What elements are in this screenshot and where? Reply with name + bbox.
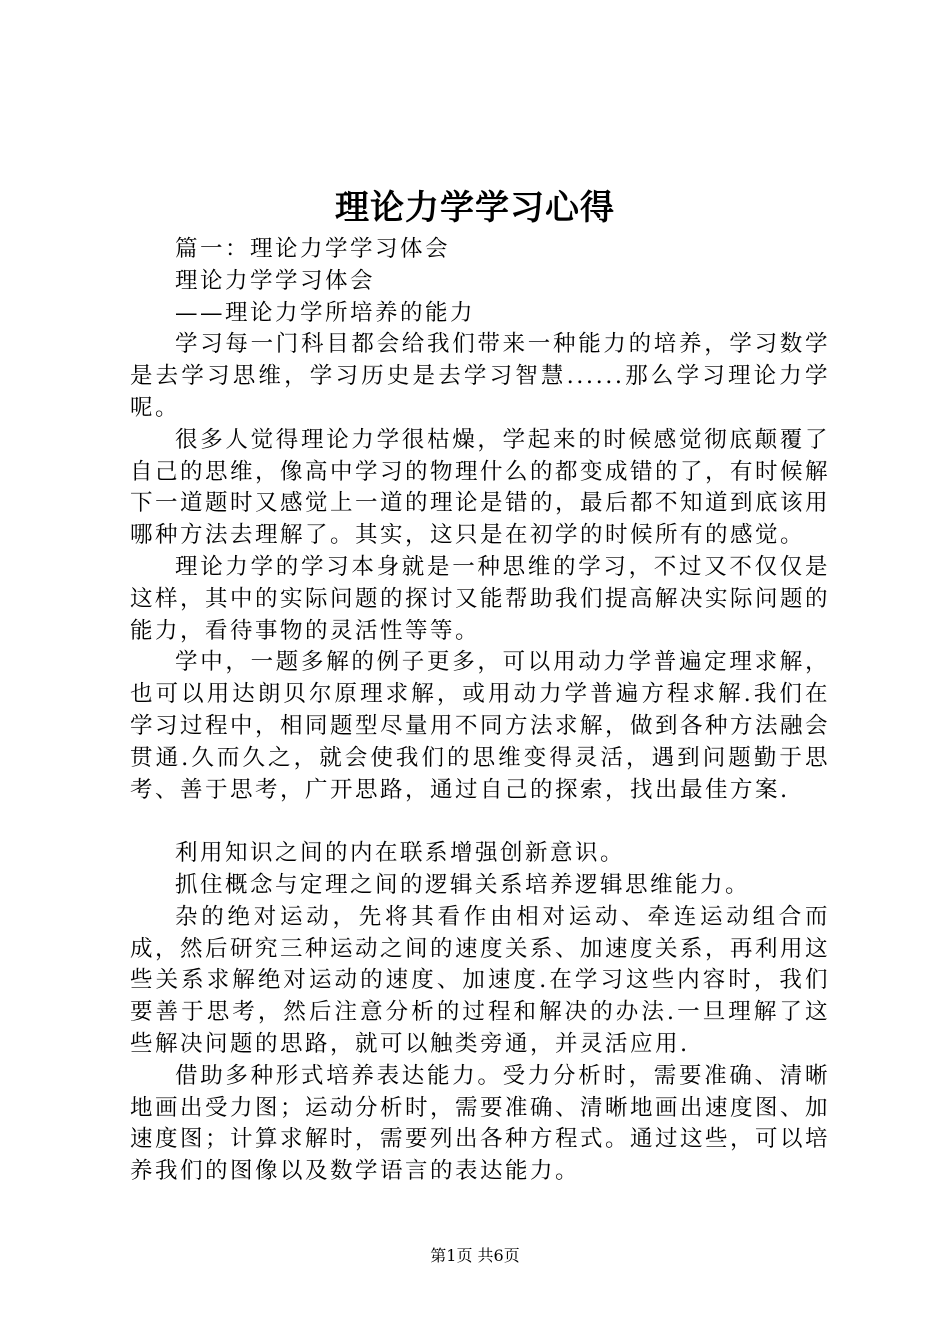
- paragraph-multiple-solutions: 学中，一题多解的例子更多，可以用动力学普遍定理求解，也可以用达朗贝尔原理求解，或用动力学普遍方程求解.我们在学习过程中，相同题型尽量用不同方法求解，做到各种方法融会贯通.久而久之，就会使我们的思维变得灵活，遇到问题勤于思考、善于思考，广开思路，通过自己的探索，找出最佳方案.: [130, 649, 831, 803]
- subtitle: 理论力学学习体会: [175, 267, 376, 294]
- paragraph-logic: 抓住概念与定理之间的逻辑关系培养逻辑思维能力。: [175, 871, 751, 898]
- page-footer: 第1页 共6页: [430, 1246, 520, 1265]
- section-heading: 篇一：理论力学学习体会: [175, 236, 451, 262]
- paragraph-innovation: 利用知识之间的内在联系增强创新意识。: [175, 840, 626, 867]
- paragraph-difficulty: 很多人觉得理论力学很枯燥，学起来的时候感觉彻底颠覆了自己的思维，像高中学习的物理什么的都变成错的了，有时候解下一道题时又感觉上一道的理论是错的，最后都不知道到底该用哪种方法去理解了。其实，这只是在初学的时候所有的感觉。: [130, 426, 831, 549]
- document-title: 理论力学学习心得: [335, 188, 615, 228]
- paragraph-motion: 杂的绝对运动，先将其看作由相对运动、牵连运动组合而成，然后研究三种运动之间的速度关系、加速度关系，再利用这些关系求解绝对运动的速度、加速度.在学习这些内容时，我们要善于思考，然后注意分析的过程和解决的办法.一旦理解了这些解决问题的思路，就可以触类旁通，并灵活应用.: [130, 903, 831, 1057]
- subtitle-tagline: ——理论力学所培养的能力: [175, 299, 476, 326]
- document-body: [130, 234, 830, 1188]
- blank-line: [130, 806, 830, 838]
- paragraph-intro: 学习每一门科目都会给我们带来一种能力的培养，学习数学是去学习思维，学习历史是去学习智慧......那么学习理论力学呢。: [130, 331, 830, 421]
- paragraph-thinking: 理论力学的学习本身就是一种思维的学习，不过又不仅仅是这样，其中的实际问题的探讨又能帮助我们提高解决实际问题的能力，看待事物的灵活性等等。: [130, 553, 831, 644]
- paragraph-expression: 借助多种形式培养表达能力。受力分析时，需要准确、清晰地画出受力图；运动分析时，需要准确、清晰地画出速度图、加速度图；计算求解时，需要列出各种方程式。通过这些，可以培养我们的图像以及数学语言的表达能力。: [130, 1062, 831, 1185]
